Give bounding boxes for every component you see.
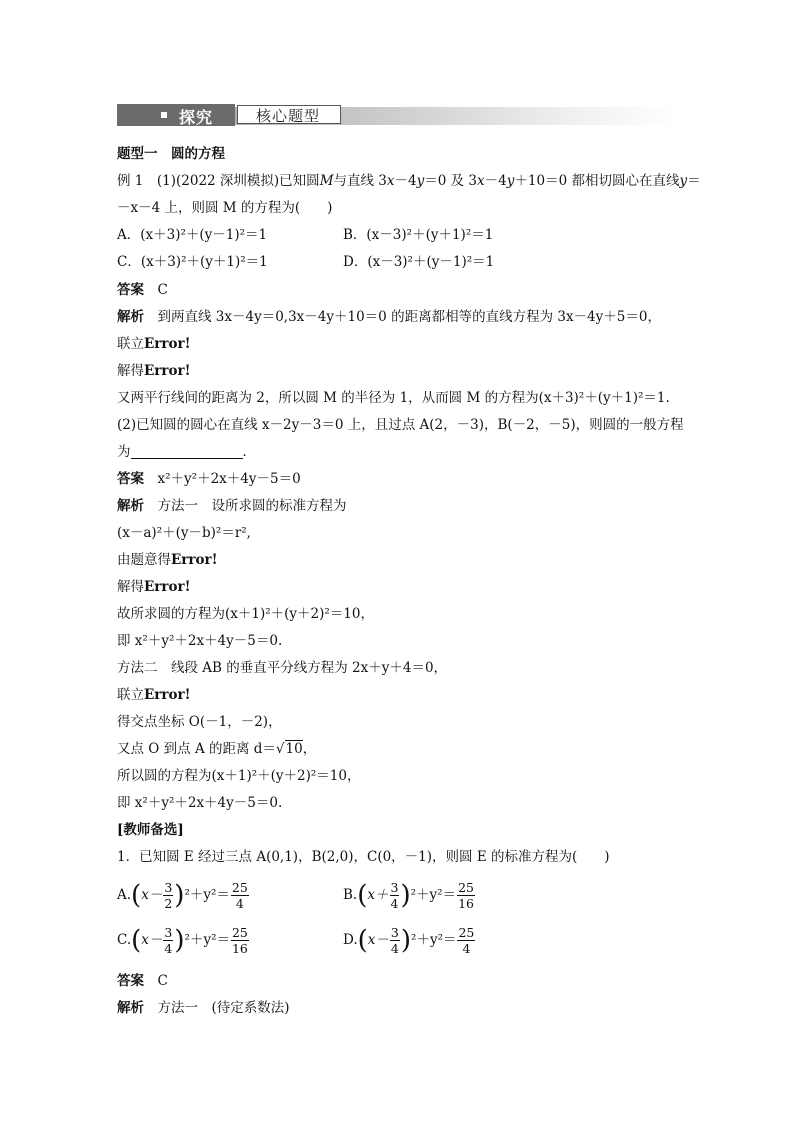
analysis-text: 方法一 设所求圆的标准方程为	[157, 498, 347, 514]
numerator: 25	[458, 880, 474, 895]
square-bullet-icon	[161, 112, 167, 118]
text-run: 由题意得	[117, 552, 171, 568]
analysis-label: 解析	[117, 1000, 144, 1016]
answer-value: C	[157, 282, 168, 298]
solve-line-2	[117, 577, 191, 597]
text-run: －4	[394, 173, 417, 189]
intersection-line: 得交点坐标 O(－1，－2)，	[117, 714, 282, 730]
numerator: 25	[231, 880, 248, 895]
topic-heading: 题型一 圆的方程	[117, 146, 225, 162]
denominator: 4	[390, 941, 399, 956]
denominator: 4	[164, 941, 173, 956]
choice-label: B.	[343, 887, 358, 903]
text-run: ＋10＝0 都相切圆心在直线	[514, 173, 680, 189]
solve-line-1	[117, 361, 191, 381]
term: ²＋y²＝	[184, 887, 230, 903]
example-1-part2-stem: (2)已知圆的圆心在直线 x－2y－3＝0 上，且过点 A(2，－3)，B(－2，－5)，则圆的一般方程	[117, 417, 684, 433]
example-1-stem-line2: －x－4 上，则圆 M 的方程为( )	[117, 200, 333, 216]
choice-label: C.	[117, 932, 132, 948]
paren-open-icon: (	[131, 925, 142, 956]
text-run: 与直线 3	[333, 173, 387, 189]
fill-blank-line	[117, 442, 256, 462]
term: x－	[141, 932, 163, 948]
paren-open-icon: (	[357, 925, 368, 956]
fraction	[390, 880, 400, 911]
frac-choice-a	[117, 880, 250, 911]
numerator: 3	[164, 880, 173, 895]
text-run: 解得	[117, 363, 144, 379]
paren-open-icon: (	[357, 880, 368, 911]
analysis-text: 到两直线 3x－4y＝0,3x－4y＋10＝0 的距离都相等的直线方程为 3x－4y＋5＝0，	[157, 309, 661, 325]
section-header-bar	[117, 104, 677, 128]
frac-choice-c	[117, 925, 250, 956]
denominator: 16	[231, 941, 248, 956]
result-line-4: 即 x²＋y²＋2x＋4y－5＝0.	[117, 795, 283, 811]
text-run: x	[386, 173, 395, 189]
choice-c: C．(x＋3)²＋(y＋1)²＝1	[117, 254, 268, 270]
answer-line-1	[117, 280, 168, 300]
choice-label: A.	[117, 887, 132, 903]
teacher-reserve-heading: [教师备选]	[117, 822, 184, 838]
numerator: 3	[390, 925, 399, 940]
text-run: M	[319, 173, 334, 189]
numerator: 25	[458, 925, 475, 940]
fraction	[231, 925, 249, 956]
answer-value: C	[157, 973, 168, 989]
error-placeholder: Error!	[144, 687, 191, 703]
text-run: ＝	[687, 173, 701, 189]
choice-a: A．(x＋3)²＋(y－1)²＝1	[117, 227, 268, 243]
answer-line-3	[117, 971, 168, 991]
analysis-label: 解析	[117, 498, 144, 514]
answer-label: 答案	[117, 973, 144, 989]
analysis-label: 解析	[117, 309, 144, 325]
term: x－	[141, 887, 163, 903]
denominator: 4	[235, 896, 244, 911]
result-line-1: 故所求圆的方程为(x＋1)²＋(y＋2)²＝10，	[117, 606, 374, 622]
text-run: x	[477, 173, 485, 189]
error-placeholder: Error!	[144, 579, 191, 595]
text-run: 为	[117, 444, 131, 460]
denominator: 4	[390, 896, 399, 911]
combine-line-2	[117, 685, 191, 705]
distance-line	[117, 739, 316, 759]
analysis-text: 方法一 (待定系数法)	[157, 1000, 290, 1016]
denominator: 4	[462, 941, 471, 956]
example-1-stem-line1	[117, 171, 701, 191]
text-run: －4	[484, 173, 507, 189]
paren-close-icon: )	[400, 925, 412, 956]
text-run: y	[679, 173, 688, 189]
method2-line: 方法二 线段 AB 的垂直平分线方程为 2x＋y＋4＝0，	[117, 660, 448, 676]
term: ²＋y²＝	[184, 932, 230, 948]
standard-form-line: (x－a)²＋(y－b)²＝r²,	[117, 525, 251, 541]
text-run: 解得	[117, 579, 144, 595]
paren-close-icon: )	[400, 880, 411, 911]
frac-choice-b	[343, 880, 476, 911]
numerator: 3	[390, 880, 399, 895]
text-run: ，	[302, 741, 317, 757]
header-dark-block	[117, 104, 235, 126]
paren-open-icon: (	[131, 880, 142, 911]
reserve-question-1: 1．已知圆 E 经过三点 A(0,1)，B(2,0)，C(0，－1)，则圆 E 的标准方程为( )	[117, 849, 610, 865]
error-placeholder: Error!	[171, 552, 218, 568]
header-tab-title: 核心题型	[256, 107, 321, 125]
paren-close-icon: )	[174, 925, 185, 956]
combine-line-1	[117, 334, 191, 354]
fraction	[163, 925, 173, 956]
fraction	[457, 925, 475, 956]
text-run: 例 1 (1)(2022 深圳模拟)已知圆	[117, 173, 320, 189]
frac-choice-d	[343, 925, 476, 956]
choice-d: D．(x－3)²＋(y－1)²＝1	[343, 254, 495, 270]
result-line-2: 即 x²＋y²＋2x＋4y－5＝0.	[117, 633, 283, 649]
text-run: y	[416, 173, 425, 189]
term: ²＋y²＝	[411, 932, 457, 948]
sqrt-icon: √	[275, 741, 285, 757]
text-run: ．	[242, 444, 256, 460]
text-run: y	[506, 173, 515, 189]
denominator: 2	[164, 896, 173, 911]
error-placeholder: Error!	[144, 363, 191, 379]
text-run: 又点 O 到点 A 的距离 d＝	[117, 741, 276, 757]
conclusion-line-1: 又两平行线间的距离为 2，所以圆 M 的半径为 1，从而圆 M 的方程为(x＋3)²＋(y＋1)²＝1.	[117, 390, 670, 406]
fraction	[163, 880, 173, 911]
answer-label: 答案	[117, 282, 144, 298]
answer-label: 答案	[117, 471, 144, 487]
analysis-line-1	[117, 307, 661, 327]
term: x－	[367, 932, 389, 948]
denominator: 16	[458, 896, 474, 911]
header-section-title: 探究	[179, 108, 214, 127]
result-line-3: 所以圆的方程为(x＋1)²＋(y＋2)²＝10，	[117, 768, 361, 784]
answer-blank	[131, 444, 243, 459]
choice-b: B．(x－3)²＋(y＋1)²＝1	[343, 227, 494, 243]
fraction	[231, 880, 249, 911]
analysis-line-2	[117, 496, 347, 516]
text-run: 联立	[117, 336, 144, 352]
analysis-line-3	[117, 998, 290, 1018]
fraction	[390, 925, 400, 956]
sqrt-radicand: 10	[285, 741, 303, 757]
answer-value: x²＋y²＋2x＋4y－5＝0	[157, 471, 301, 487]
paren-close-icon: )	[174, 880, 185, 911]
term: ²＋y²＝	[410, 887, 457, 903]
fraction	[457, 880, 475, 911]
text-run: 联立	[117, 687, 144, 703]
numerator: 3	[164, 925, 173, 940]
from-condition-line	[117, 550, 218, 570]
error-placeholder: Error!	[144, 336, 191, 352]
numerator: 25	[231, 925, 248, 940]
text-run: ＝0 及 3	[424, 173, 478, 189]
choice-label: D.	[343, 932, 358, 948]
answer-line-2	[117, 469, 301, 489]
term: x＋	[367, 887, 389, 903]
